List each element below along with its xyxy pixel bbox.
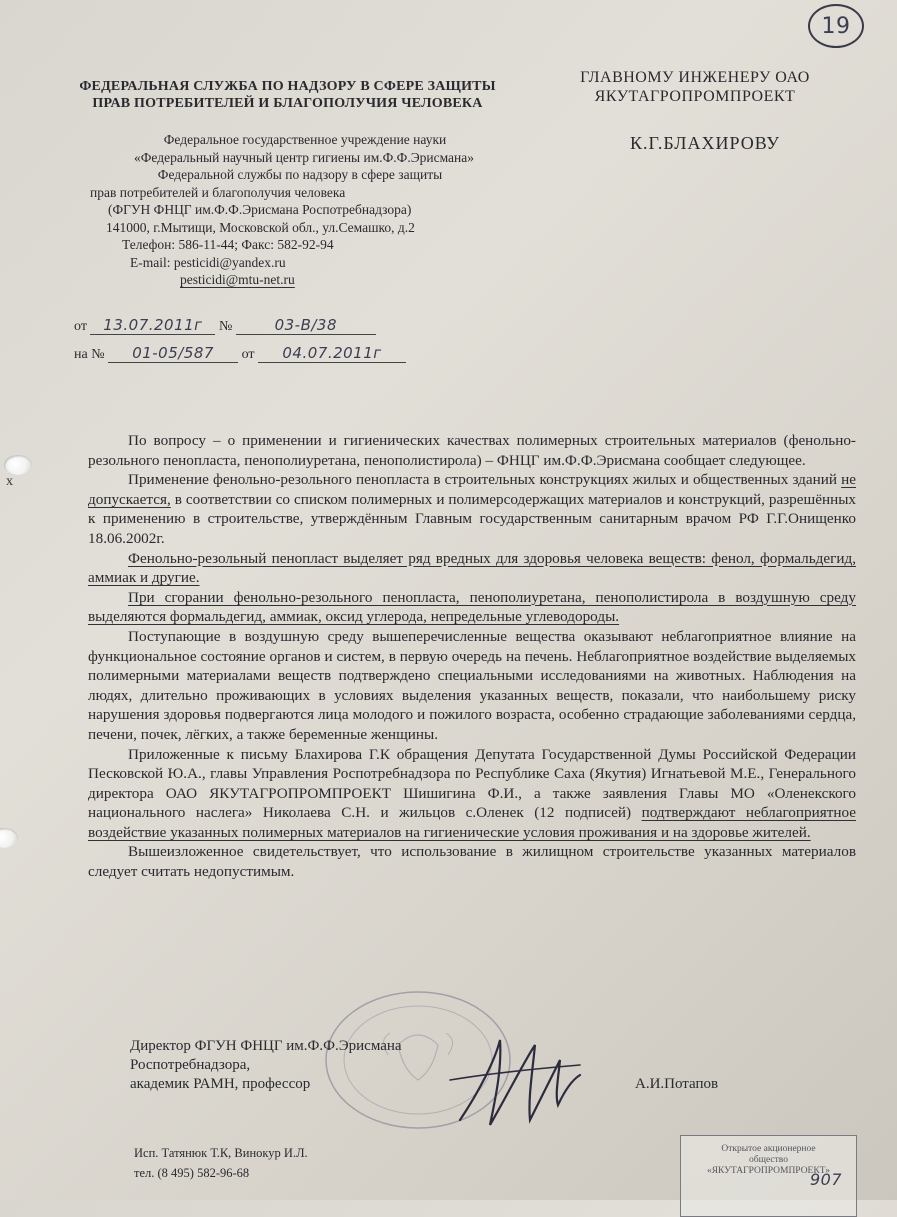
- margin-mark: x: [6, 474, 13, 489]
- signatory-name: А.И.Потапов: [635, 1076, 719, 1092]
- registration-stamp: [680, 1135, 857, 1217]
- signatory-title-2: Роспотребнадзора,: [130, 1057, 251, 1073]
- stamp-line-1: Открытое акционерное: [721, 1144, 816, 1154]
- recipient-line-2: ЯКУТАГРОПРОМПРОЕКТ: [594, 88, 796, 105]
- org-email-1: E-mail: pesticidi@yandex.ru: [130, 254, 286, 270]
- stamp-line-2: общество: [749, 1155, 788, 1165]
- paragraph-6-emphasis: подтверждают неблагоприятное воздействие указанных полимерных материалов на гигиенические условия проживания и на здоровье жителей.: [88, 804, 857, 841]
- signature-block: [130, 1037, 402, 1094]
- from-date: 13.07.2011г: [103, 316, 203, 334]
- stamp-line-3: «ЯКУТАГРОПРОМПРОЕКТ»: [706, 1166, 831, 1176]
- paragraph-3: Фенольно-резольный пенопласт выделяет ряд вредных для здоровья человека веществ: фенол, формальдегид, аммиак и другие.: [88, 549, 856, 587]
- recipient-block: [540, 68, 850, 153]
- paragraph-1: По вопросу – о применении и гигиенических качествах полимерных строительных материалов (фенольно-резольного пенопласта, пенополиуретана, пенополистирола) – ФНЦГ им.Ф.Ф.Эрисмана сообщает следующее.: [88, 432, 856, 469]
- signatory-title-1: Директор ФГУН ФНЦГ им.Ф.Ф.Эрисмана: [130, 1038, 402, 1054]
- org-address: 141000, г.Мытищи, Московской обл., ул.Семашко, д.2: [106, 219, 415, 235]
- executor: Исп. Татянюк Т.К, Винокур И.Л.: [134, 1146, 308, 1160]
- org-line: Федеральное государственное учреждение науки: [163, 132, 447, 147]
- paragraph-2-text-a: Применение фенольно-резольного пенопласта в строительных конструкциях жилых и общественных зданий: [128, 471, 838, 489]
- agency-line-2: ПРАВ ПОТРЕБИТЕЛЕЙ И БЛАГОПОЛУЧИЯ ЧЕЛОВЕКА: [92, 96, 483, 111]
- org-line: Федеральной службы по надзору в сфере защиты: [157, 167, 443, 182]
- paragraph-4: При сгорании фенольно-резольного пенопласта, пенополиуретана, пенополистирола в воздушную среду выделяются формальдегид, аммиак, оксид углерода, непредельные углеводороды.: [88, 588, 856, 626]
- reference-row-1: [74, 316, 376, 335]
- org-email-2: pesticidi@mtu-net.ru: [180, 272, 295, 287]
- paragraph-5: Поступающие в воздушную среду вышеперечисленные вещества оказывают неблагоприятное влияние на функциональное состояние органов и систем, в первую очередь на печень. Неблагоприятное воздействие выделяемых полимерными материалами веществ подтверждено специальными исследованиями на животных. Наблюдения на людях, длительно проживающих в условиях выделения указанных веществ, показали, что наибольшему риску нарушения здоровья подвергаются лица молодого и пожилого возраста, особенно страдающие заболеваниями сердца, печени, почек, лёгких, а также беременные женщины.: [88, 627, 856, 743]
- reply-date: 04.07.2011г: [282, 344, 382, 362]
- from-date-line: [90, 316, 215, 335]
- paragraph-6: [88, 745, 856, 843]
- page-number-circle: [808, 4, 864, 48]
- paragraph-6-text-a: Приложенные к письму Блахирова Г.К обращения Депутата Государственной Думы Российской Федерации Песковской Ю.А., главы Управления Роспотребнадзора по Республике Саха (Якутия) Игнатьевой М.Е., Генерального директора ОАО ЯКУТАГРОПРОМПРОЕКТ Шишигина Ф.И., а также заявления Главы МО «Оленекского национального наслега» Николаева С.Н. и жильцов с.Оленек (12 подписей): [88, 745, 856, 822]
- number-label: №: [218, 319, 233, 334]
- agency-header: [60, 78, 515, 112]
- recipient-name: К.Г.БЛАХИРОВУ: [630, 133, 780, 153]
- punch-hole-bottom: [0, 828, 18, 848]
- agency-line-1: ФЕДЕРАЛЬНАЯ СЛУЖБА ПО НАДЗОРУ В СФЕРЕ ЗАЩИТЫ: [79, 79, 496, 94]
- organization-block: [70, 131, 530, 289]
- reply-number-line: [108, 344, 238, 363]
- recipient-line-1: ГЛАВНОМУ ИНЖЕНЕРУ ОАО: [580, 69, 810, 86]
- from-label: от: [74, 319, 87, 334]
- footer: [134, 1145, 308, 1181]
- paragraph-2-text-c: в соответствии со списком полимерных и полимерсодержащих материалов и конструкций, разрешённых к применению в строительстве, утверждённым Главным государственным санитарным врачом РФ Г.Г.Онищенко 18.06.2002г.: [88, 490, 857, 547]
- paragraph-7: Вышеизложенное свидетельствует, что использование в жилищном строительстве указанных материалов следует считать недопустимым.: [88, 843, 856, 881]
- letter-body: [88, 431, 856, 882]
- reference-row-2: [74, 344, 406, 363]
- paragraph-2: [88, 470, 856, 548]
- letter-number: 03-В/38: [274, 316, 338, 334]
- punch-hole-top: [4, 455, 32, 475]
- paragraph-2-emphasis: не допускается,: [88, 471, 856, 508]
- stamp-number: 907: [809, 1170, 842, 1189]
- number-line: [236, 316, 376, 335]
- org-line: «Федеральный научный центр гигиены им.Ф.Ф.Эрисмана»: [133, 149, 475, 165]
- page-number: 19: [821, 13, 851, 39]
- in-reply-label: на №: [74, 347, 105, 362]
- org-phone: Телефон: 586-11-44; Факс: 582-92-94: [122, 237, 334, 252]
- signatory-title-3: академик РАМН, профессор: [130, 1076, 311, 1092]
- reply-number: 01-05/587: [132, 344, 214, 362]
- org-line: прав потребителей и благополучия человека: [90, 184, 346, 200]
- org-line: (ФГУН ФНЦГ им.Ф.Ф.Эрисмана Роспотребнадзора): [108, 202, 412, 217]
- executor-phone: тел. (8 495) 582-96-68: [134, 1166, 250, 1180]
- handwritten-signature: [440, 1020, 600, 1140]
- reply-from-label: от: [241, 347, 255, 362]
- reply-date-line: [258, 344, 406, 363]
